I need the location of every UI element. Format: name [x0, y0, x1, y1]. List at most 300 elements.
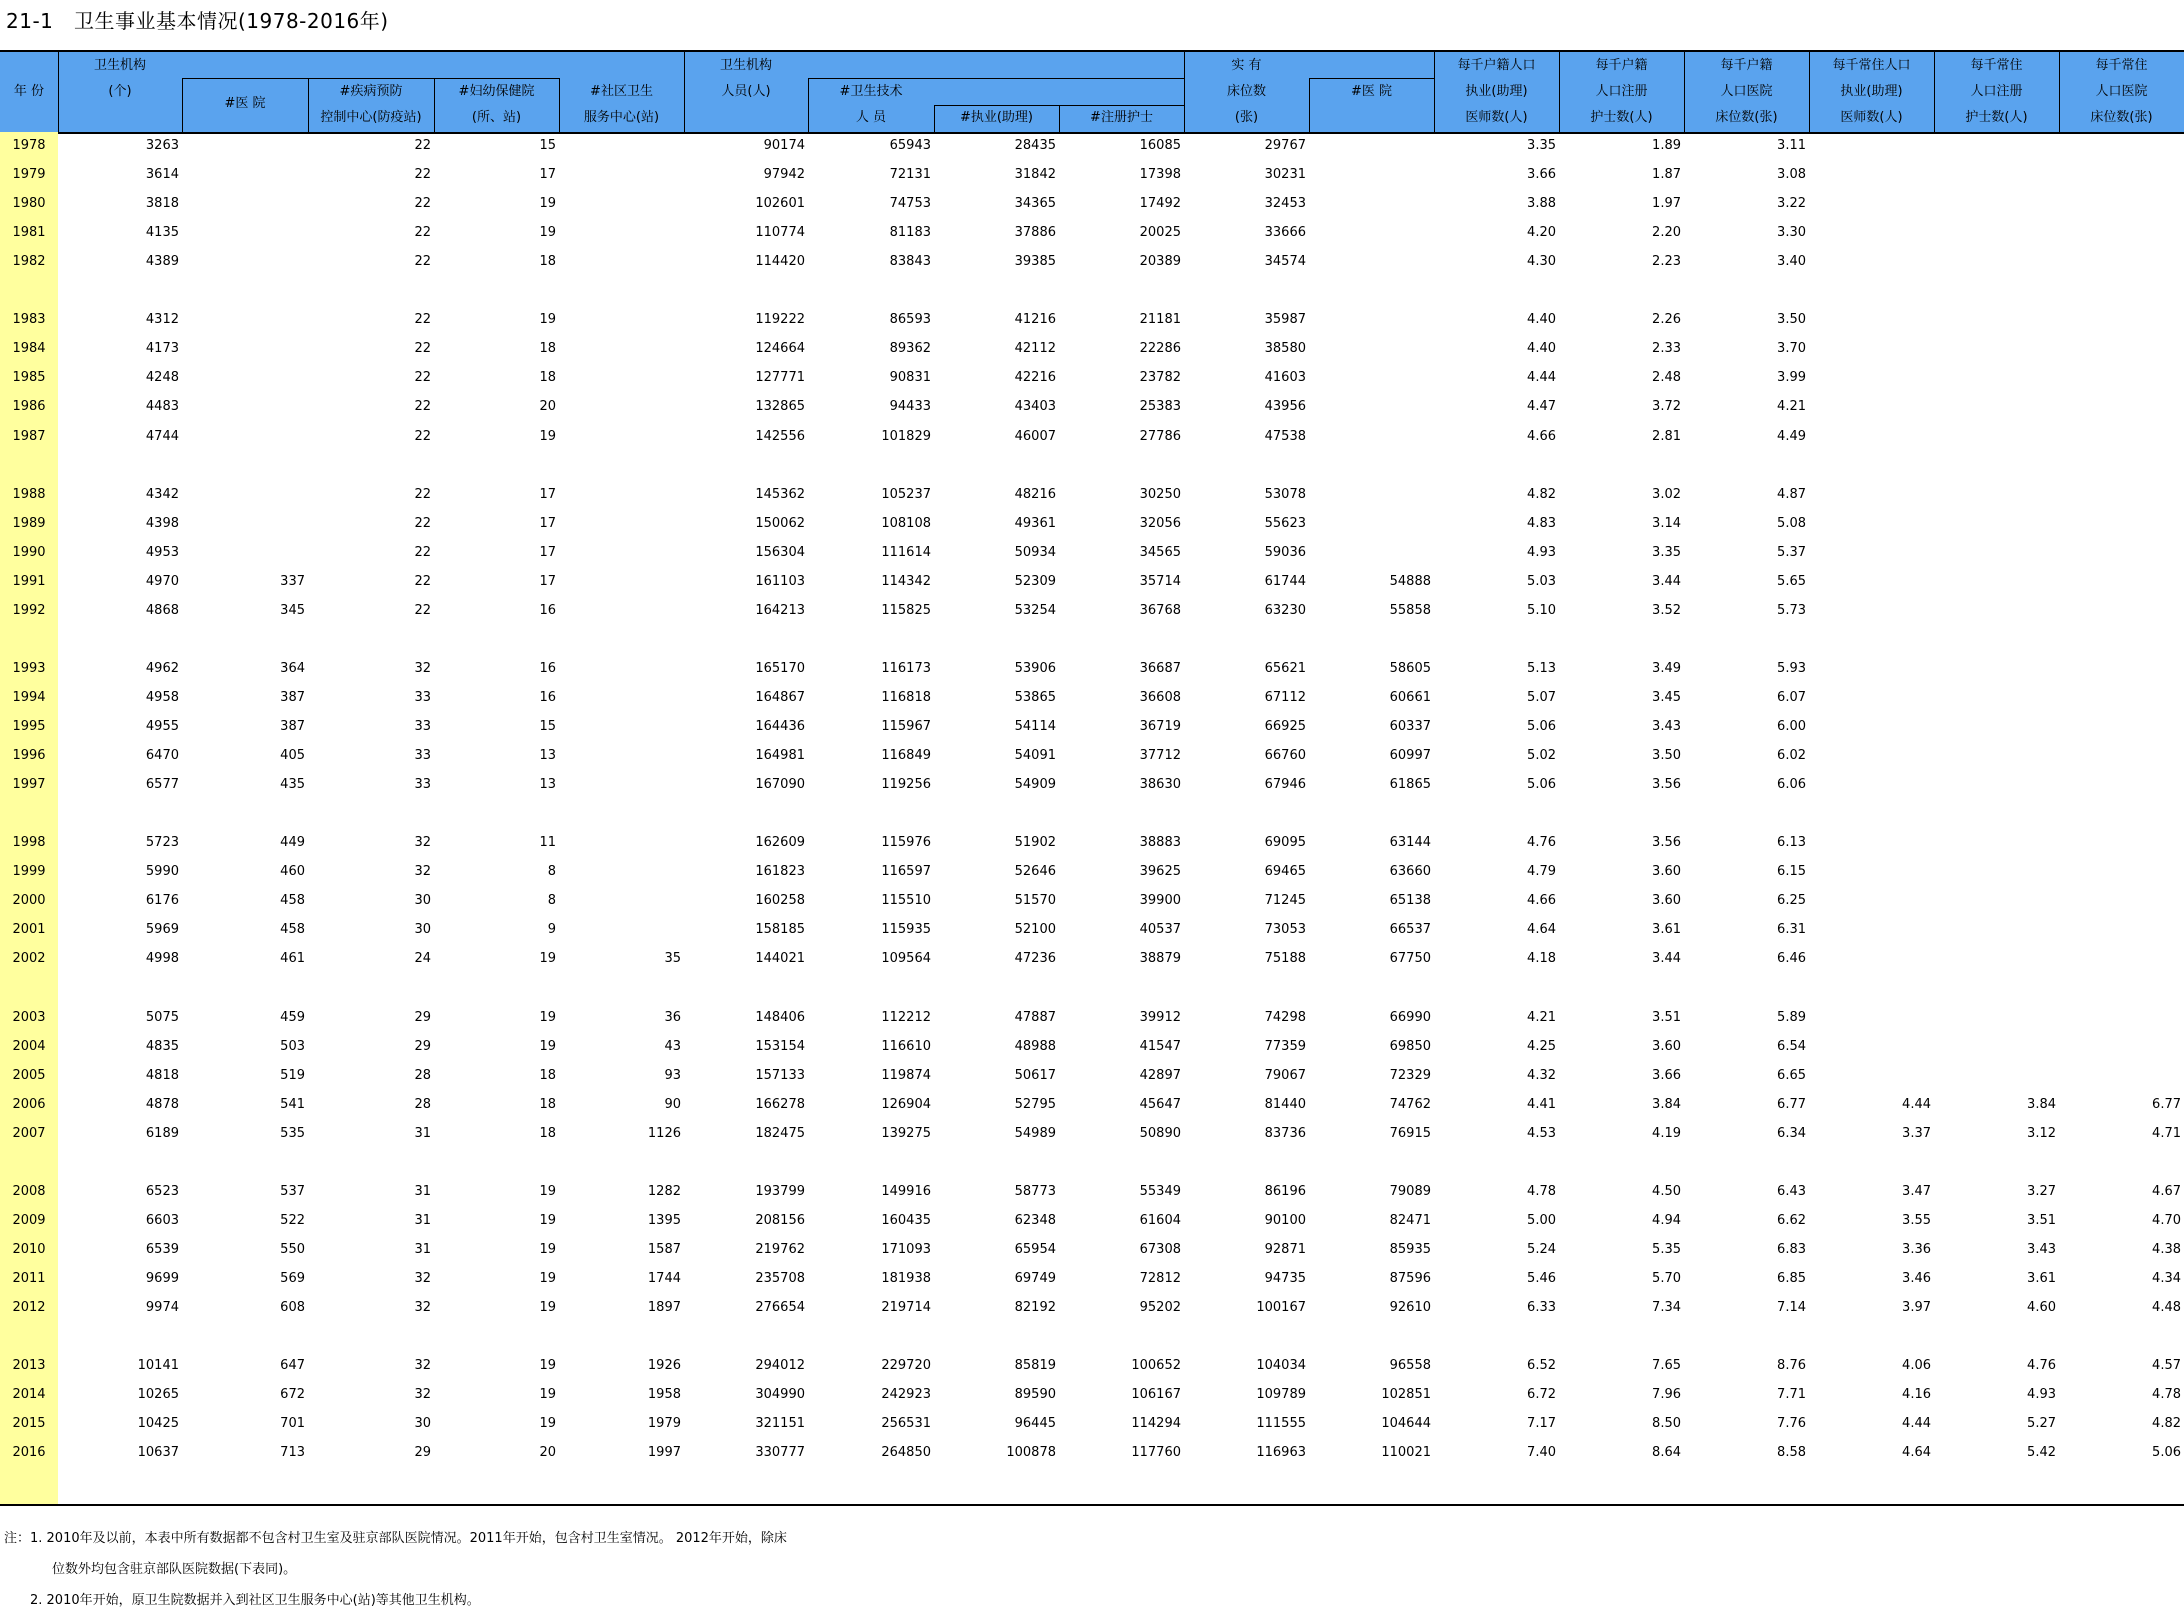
cell-staff: 165170 [755, 660, 805, 676]
row-year: 2002 [12, 951, 46, 967]
cell-hospitals: 701 [280, 1416, 305, 1432]
cell-nurses: 38879 [1139, 951, 1181, 967]
cell-hospital-beds: 63660 [1389, 864, 1431, 880]
header-cdc-2: 控制中心(防疫站) [320, 110, 422, 125]
cell-tech-staff: 149916 [881, 1183, 931, 1199]
cell-chc: 43 [664, 1038, 681, 1054]
cell-beds-per-1000-reg: 3.11 [1777, 138, 1806, 153]
cell-beds-per-1000-reg: 5.73 [1777, 602, 1806, 618]
cell-chc: 1282 [647, 1183, 681, 1199]
row-year: 1997 [12, 777, 46, 793]
cell-mch: 17 [539, 544, 556, 560]
cell-beds: 59036 [1264, 544, 1306, 560]
header-h1-2: 执业(助理) [1465, 84, 1528, 99]
cell-staff: 148406 [755, 1009, 805, 1025]
cell-beds: 55623 [1264, 515, 1306, 531]
cell-beds: 29767 [1264, 138, 1306, 153]
row-year: 1992 [12, 602, 46, 618]
cell-cdc: 22 [414, 196, 431, 212]
cell-cdc: 22 [414, 544, 431, 560]
header-hospitals: #医 院 [224, 96, 266, 111]
cell-staff: 90174 [763, 138, 805, 153]
cell-staff: 167090 [755, 777, 805, 793]
row-year: 2005 [12, 1067, 46, 1083]
cell-institutions: 6176 [145, 893, 179, 909]
cell-nurses-per-1000-reg: 3.56 [1652, 835, 1681, 851]
cell-institutions: 5723 [145, 835, 179, 851]
cell-doctors-per-1000-reg: 4.93 [1527, 544, 1556, 560]
cell-doctors-per-1000-res: 4.06 [1902, 1358, 1931, 1374]
header-h6-3: 床位数(张) [2090, 110, 2153, 125]
cell-cdc: 22 [414, 312, 431, 328]
cell-nurses: 39900 [1139, 893, 1181, 909]
cell-institutions: 10425 [137, 1416, 179, 1432]
cell-hospitals: 503 [280, 1038, 305, 1054]
cell-nurses: 55349 [1139, 1183, 1181, 1199]
cell-nurses: 32056 [1139, 515, 1181, 531]
cell-beds: 63230 [1264, 602, 1306, 618]
cell-hospital-beds: 60997 [1389, 748, 1431, 764]
cell-beds-per-1000-reg: 3.40 [1777, 254, 1806, 270]
header-h6-2: 人口医院 [2095, 84, 2148, 99]
cell-beds-per-1000-reg: 6.07 [1777, 689, 1806, 705]
cell-doctors: 69749 [1014, 1270, 1056, 1286]
cell-nurses: 40537 [1139, 922, 1181, 938]
cell-nurses-per-1000-reg: 1.89 [1652, 138, 1681, 153]
cell-doctors: 52309 [1014, 573, 1056, 589]
cell-staff: 161823 [755, 864, 805, 880]
cell-doctors: 52795 [1014, 1096, 1056, 1112]
cell-nurses: 20025 [1139, 225, 1181, 241]
cell-cdc: 24 [414, 951, 431, 967]
row-year: 1993 [12, 660, 46, 676]
cell-nurses: 23782 [1139, 370, 1181, 386]
cell-tech-staff: 108108 [881, 515, 931, 531]
cell-doctors-per-1000-reg: 5.00 [1527, 1212, 1556, 1228]
cell-doctors-per-1000-reg: 5.24 [1527, 1241, 1556, 1257]
cell-hospitals: 435 [280, 777, 305, 793]
cell-staff: 321151 [755, 1416, 805, 1432]
cell-hospital-beds: 55858 [1389, 602, 1431, 618]
cell-nurses-per-1000-res: 3.61 [2027, 1270, 2056, 1286]
cell-beds-per-1000-reg: 6.65 [1777, 1067, 1806, 1083]
cell-beds-per-1000-reg: 8.58 [1777, 1445, 1806, 1461]
cell-beds-per-1000-res: 4.82 [2152, 1416, 2181, 1432]
cell-hospital-beds: 61865 [1389, 777, 1431, 793]
cell-mch: 13 [539, 777, 556, 793]
cell-beds-per-1000-reg: 5.65 [1777, 573, 1806, 589]
cell-staff: 164981 [755, 748, 805, 764]
cell-doctors-per-1000-reg: 4.44 [1527, 370, 1556, 386]
cell-beds-per-1000-reg: 8.76 [1777, 1358, 1806, 1374]
cell-hospital-beds: 102851 [1381, 1387, 1431, 1403]
cell-nurses: 20389 [1139, 254, 1181, 270]
cell-doctors-per-1000-res: 3.36 [1902, 1241, 1931, 1257]
cell-nurses: 17492 [1139, 196, 1181, 212]
table-header [0, 50, 2184, 134]
cell-doctors-per-1000-reg: 3.35 [1527, 138, 1556, 153]
cell-beds: 94735 [1264, 1270, 1306, 1286]
cell-mch: 16 [539, 602, 556, 618]
cell-mch: 15 [539, 138, 556, 153]
row-year: 1998 [12, 835, 46, 851]
cell-staff: 157133 [755, 1067, 805, 1083]
cell-institutions: 6470 [145, 748, 179, 764]
cell-beds: 67112 [1264, 689, 1306, 705]
cell-beds: 66760 [1264, 748, 1306, 764]
cell-beds-per-1000-reg: 6.15 [1777, 864, 1806, 880]
cell-mch: 19 [539, 225, 556, 241]
cell-doctors: 28435 [1014, 138, 1056, 153]
cell-nurses-per-1000-reg: 3.60 [1652, 864, 1681, 880]
cell-tech-staff: 264850 [881, 1445, 931, 1461]
header-h1-1: 每千户籍人口 [1457, 58, 1536, 73]
cell-tech-staff: 109564 [881, 951, 931, 967]
header-beds-2: 床位数 [1226, 84, 1266, 99]
cell-beds-per-1000-res: 4.38 [2152, 1241, 2181, 1257]
cell-doctors-per-1000-reg: 4.53 [1527, 1125, 1556, 1141]
cell-tech-staff: 90831 [889, 370, 931, 386]
cell-doctors: 50934 [1014, 544, 1056, 560]
cell-chc: 1587 [647, 1241, 681, 1257]
cell-hospitals: 647 [280, 1358, 305, 1374]
cell-chc: 1744 [647, 1270, 681, 1286]
row-year: 1985 [12, 370, 46, 386]
cell-institutions: 4953 [145, 544, 179, 560]
header-h4-2: 执业(助理) [1840, 84, 1903, 99]
cell-institutions: 10637 [137, 1445, 179, 1461]
row-year: 2007 [12, 1125, 46, 1141]
cell-doctors: 54091 [1014, 748, 1056, 764]
cell-nurses-per-1000-reg: 3.60 [1652, 893, 1681, 909]
cell-nurses: 42897 [1139, 1067, 1181, 1083]
cell-beds: 34574 [1264, 254, 1306, 270]
cell-nurses: 67308 [1139, 1241, 1181, 1257]
cell-cdc: 22 [414, 486, 431, 502]
cell-chc: 1926 [647, 1358, 681, 1374]
cell-hospitals: 337 [280, 573, 305, 589]
cell-hospital-beds: 82471 [1389, 1212, 1431, 1228]
cell-doctors: 42112 [1014, 341, 1056, 357]
cell-beds: 47538 [1264, 428, 1306, 444]
cell-beds: 83736 [1264, 1125, 1306, 1141]
cell-doctors-per-1000-reg: 4.18 [1527, 951, 1556, 967]
cell-doctors-per-1000-reg: 5.02 [1527, 748, 1556, 764]
cell-doctors-per-1000-reg: 4.76 [1527, 835, 1556, 851]
cell-doctors: 46007 [1014, 428, 1056, 444]
cell-institutions: 9699 [145, 1270, 179, 1286]
cell-institutions: 10265 [137, 1387, 179, 1403]
cell-institutions: 4998 [145, 951, 179, 967]
cell-staff: 158185 [755, 922, 805, 938]
cell-doctors-per-1000-reg: 5.10 [1527, 602, 1556, 618]
cell-doctors: 37886 [1014, 225, 1056, 241]
cell-mch: 19 [539, 1212, 556, 1228]
cell-nurses-per-1000-reg: 3.56 [1652, 777, 1681, 793]
cell-beds-per-1000-reg: 5.89 [1777, 1009, 1806, 1025]
cell-beds: 66925 [1264, 719, 1306, 734]
cell-hospitals: 537 [280, 1183, 305, 1199]
header-h4-3: 医师数(人) [1840, 110, 1903, 125]
cell-nurses-per-1000-reg: 1.87 [1652, 167, 1681, 183]
cell-nurses: 37712 [1139, 748, 1181, 764]
cell-cdc: 30 [414, 1416, 431, 1432]
cell-hospital-beds: 60337 [1389, 719, 1431, 734]
cell-tech-staff: 94433 [889, 399, 931, 415]
cell-nurses-per-1000-res: 4.60 [2027, 1300, 2056, 1315]
cell-cdc: 31 [414, 1125, 431, 1141]
cell-doctors-per-1000-reg: 5.46 [1527, 1270, 1556, 1286]
cell-beds: 43956 [1264, 399, 1306, 415]
cell-mch: 19 [539, 196, 556, 212]
cell-tech-staff: 139275 [881, 1125, 931, 1141]
cell-doctors: 65954 [1014, 1241, 1056, 1257]
cell-staff: 142556 [755, 428, 805, 444]
cell-institutions: 4970 [145, 573, 179, 589]
cell-staff: 164867 [755, 689, 805, 705]
row-year: 2001 [12, 922, 46, 938]
row-year: 2003 [12, 1009, 46, 1025]
cell-staff: 153154 [755, 1038, 805, 1054]
cell-cdc: 22 [414, 399, 431, 415]
cell-tech-staff: 83843 [889, 254, 931, 270]
cell-mch: 19 [539, 1387, 556, 1403]
cell-nurses: 39912 [1139, 1009, 1181, 1025]
cell-nurses: 27786 [1139, 428, 1181, 444]
cell-hospitals: 550 [280, 1241, 305, 1257]
cell-institutions: 4868 [145, 602, 179, 618]
cell-institutions: 4818 [145, 1067, 179, 1083]
cell-hospital-beds: 63144 [1389, 835, 1431, 851]
cell-beds: 69095 [1264, 835, 1306, 851]
cell-hospital-beds: 72329 [1389, 1067, 1431, 1083]
cell-hospitals: 449 [280, 835, 305, 851]
cell-beds: 67946 [1264, 777, 1306, 793]
cell-mch: 17 [539, 167, 556, 183]
cell-tech-staff: 112212 [881, 1009, 931, 1025]
cell-institutions: 6523 [145, 1183, 179, 1199]
cell-institutions: 4312 [145, 312, 179, 328]
cell-institutions: 4248 [145, 370, 179, 386]
cell-doctors: 39385 [1014, 254, 1056, 270]
cell-nurses-per-1000-reg: 3.14 [1652, 515, 1681, 531]
cell-nurses: 38883 [1139, 835, 1181, 851]
cell-beds-per-1000-reg: 6.02 [1777, 748, 1806, 764]
cell-hospital-beds: 54888 [1389, 573, 1431, 589]
cell-hospital-beds: 87596 [1389, 1270, 1431, 1286]
cell-hospital-beds: 85935 [1389, 1241, 1431, 1257]
cell-beds-per-1000-res: 4.48 [2152, 1300, 2181, 1315]
cell-beds: 33666 [1264, 225, 1306, 241]
cell-hospitals: 541 [280, 1096, 305, 1112]
cell-nurses-per-1000-reg: 3.02 [1652, 486, 1681, 502]
cell-nurses: 106167 [1131, 1387, 1181, 1403]
cell-cdc: 29 [414, 1445, 431, 1461]
cell-institutions: 4398 [145, 515, 179, 531]
cell-hospital-beds: 96558 [1389, 1358, 1431, 1374]
cell-tech-staff: 160435 [881, 1212, 931, 1228]
cell-mch: 18 [539, 254, 556, 270]
row-year: 1981 [12, 225, 46, 241]
cell-nurses-per-1000-reg: 2.81 [1652, 428, 1681, 444]
cell-nurses: 17398 [1139, 167, 1181, 183]
cell-mch: 18 [539, 1096, 556, 1112]
cell-beds: 71245 [1264, 893, 1306, 909]
cell-institutions: 3263 [145, 138, 179, 153]
cell-staff: 127771 [755, 370, 805, 386]
cell-hospitals: 405 [280, 748, 305, 764]
cell-chc: 1997 [647, 1445, 681, 1461]
cell-doctors-per-1000-reg: 4.20 [1527, 225, 1556, 241]
header-h5-2: 人口注册 [1970, 84, 2023, 99]
cell-staff: 160258 [755, 893, 805, 909]
cell-doctors-per-1000-reg: 6.33 [1527, 1300, 1556, 1315]
cell-institutions: 4878 [145, 1096, 179, 1112]
cell-beds: 35987 [1264, 312, 1306, 328]
cell-staff: 208156 [755, 1212, 805, 1228]
cell-staff: 110774 [755, 225, 805, 241]
cell-beds: 116963 [1256, 1445, 1306, 1461]
cell-mch: 16 [539, 689, 556, 705]
cell-nurses-per-1000-reg: 3.61 [1652, 922, 1681, 938]
cell-institutions: 4135 [145, 225, 179, 241]
row-year: 1982 [12, 254, 46, 270]
cell-beds-per-1000-reg: 6.00 [1777, 719, 1806, 734]
cell-chc: 36 [664, 1009, 681, 1025]
cell-beds: 77359 [1264, 1038, 1306, 1054]
cell-doctors-per-1000-reg: 7.17 [1527, 1416, 1556, 1432]
table-body [0, 132, 2184, 1504]
cell-nurses-per-1000-res: 3.27 [2027, 1183, 2056, 1199]
cell-nurses: 117760 [1131, 1445, 1181, 1461]
cell-institutions: 5075 [145, 1009, 179, 1025]
cell-doctors-per-1000-res: 3.47 [1902, 1183, 1931, 1199]
cell-tech-staff: 86593 [889, 312, 931, 328]
cell-nurses: 35714 [1139, 573, 1181, 589]
row-year: 2016 [12, 1445, 46, 1461]
cell-beds-per-1000-reg: 6.85 [1777, 1270, 1806, 1286]
cell-nurses-per-1000-reg: 1.97 [1652, 196, 1681, 212]
cell-institutions: 10141 [137, 1358, 179, 1374]
cell-mch: 9 [547, 922, 556, 938]
cell-tech-staff: 116597 [881, 864, 931, 880]
note-2: 2. 2010年开始，原卫生院数据并入到社区卫生服务中心(站)等其他卫生机构。 [30, 1593, 480, 1608]
cell-doctors-per-1000-reg: 5.07 [1527, 689, 1556, 705]
cell-tech-staff: 105237 [881, 486, 931, 502]
cell-tech-staff: 81183 [889, 225, 931, 241]
cell-beds-per-1000-res: 6.77 [2152, 1096, 2181, 1112]
cell-nurses-per-1000-res: 3.84 [2027, 1096, 2056, 1112]
cell-nurses-per-1000-reg: 3.45 [1652, 689, 1681, 705]
cell-tech-staff: 115935 [881, 922, 931, 938]
cell-staff: 144021 [755, 951, 805, 967]
cell-mch: 17 [539, 573, 556, 589]
cell-beds-per-1000-reg: 3.70 [1777, 341, 1806, 357]
cell-institutions: 5990 [145, 864, 179, 880]
cell-nurses-per-1000-reg: 4.94 [1652, 1212, 1681, 1228]
cell-doctors-per-1000-reg: 4.41 [1527, 1096, 1556, 1112]
cell-staff: 182475 [755, 1125, 805, 1141]
header-chc-1: #社区卫生 [590, 84, 653, 99]
cell-hospitals: 461 [280, 951, 305, 967]
row-year: 2015 [12, 1416, 46, 1432]
cell-doctors: 54989 [1014, 1125, 1056, 1141]
cell-doctors: 96445 [1014, 1416, 1056, 1432]
cell-staff: 219762 [755, 1241, 805, 1257]
cell-mch: 17 [539, 515, 556, 531]
cell-staff: 164213 [755, 602, 805, 618]
cell-beds-per-1000-reg: 7.76 [1777, 1416, 1806, 1432]
cell-hospital-beds: 92610 [1389, 1300, 1431, 1315]
cell-hospital-beds: 74762 [1389, 1096, 1431, 1112]
row-year: 1988 [12, 486, 46, 502]
cell-mch: 19 [539, 1358, 556, 1374]
cell-cdc: 32 [414, 835, 431, 851]
cell-tech-staff: 119874 [881, 1067, 931, 1083]
cell-nurses: 39625 [1139, 864, 1181, 880]
cell-doctors-per-1000-reg: 4.82 [1527, 486, 1556, 502]
cell-beds-per-1000-res: 4.78 [2152, 1387, 2181, 1403]
cell-beds-per-1000-reg: 6.43 [1777, 1183, 1806, 1199]
cell-nurses: 38630 [1139, 777, 1181, 793]
cell-mch: 18 [539, 1125, 556, 1141]
header-beds-1: 实 有 [1231, 58, 1262, 73]
cell-doctors: 49361 [1014, 515, 1056, 531]
cell-nurses-per-1000-reg: 8.64 [1652, 1445, 1681, 1461]
cell-nurses-per-1000-res: 3.43 [2027, 1241, 2056, 1257]
cell-beds-per-1000-res: 4.70 [2152, 1212, 2181, 1228]
cell-cdc: 22 [414, 602, 431, 618]
cell-hospitals: 387 [280, 689, 305, 705]
cell-hospitals: 519 [280, 1067, 305, 1083]
cell-doctors: 53254 [1014, 602, 1056, 618]
cell-beds-per-1000-res: 4.67 [2152, 1183, 2181, 1199]
cell-institutions: 3614 [145, 167, 179, 183]
cell-nurses-per-1000-reg: 2.20 [1652, 225, 1681, 241]
cell-cdc: 33 [414, 689, 431, 705]
cell-cdc: 33 [414, 777, 431, 793]
cell-doctors-per-1000-res: 4.16 [1902, 1387, 1931, 1403]
cell-nurses: 72812 [1139, 1270, 1181, 1286]
row-year: 1987 [12, 428, 46, 444]
cell-doctors: 48216 [1014, 486, 1056, 502]
cell-mch: 19 [539, 1009, 556, 1025]
cell-nurses-per-1000-res: 4.76 [2027, 1358, 2056, 1374]
header-h4-1: 每千常住人口 [1832, 58, 1911, 73]
row-year: 1978 [12, 138, 46, 153]
row-year: 2010 [12, 1241, 46, 1257]
row-year: 2011 [12, 1270, 46, 1286]
cell-cdc: 32 [414, 660, 431, 676]
cell-doctors-per-1000-reg: 5.03 [1527, 573, 1556, 589]
cell-beds-per-1000-reg: 7.14 [1777, 1300, 1806, 1315]
cell-doctors-per-1000-reg: 5.13 [1527, 660, 1556, 676]
cell-mch: 18 [539, 1067, 556, 1083]
row-year: 2004 [12, 1038, 46, 1054]
cell-tech-staff: 101829 [881, 428, 931, 444]
cell-nurses-per-1000-reg: 7.34 [1652, 1300, 1681, 1315]
cell-nurses-per-1000-reg: 3.35 [1652, 544, 1681, 560]
header-h2-1: 每千户籍 [1595, 58, 1648, 73]
cell-hospitals: 458 [280, 922, 305, 938]
cell-nurses: 100652 [1131, 1358, 1181, 1374]
cell-staff: 294012 [755, 1358, 805, 1374]
cell-beds: 79067 [1264, 1067, 1306, 1083]
cell-mch: 11 [539, 835, 556, 851]
cell-nurses-per-1000-res: 3.51 [2027, 1212, 2056, 1228]
cell-beds: 73053 [1264, 922, 1306, 938]
cell-hospital-beds: 65138 [1389, 893, 1431, 909]
